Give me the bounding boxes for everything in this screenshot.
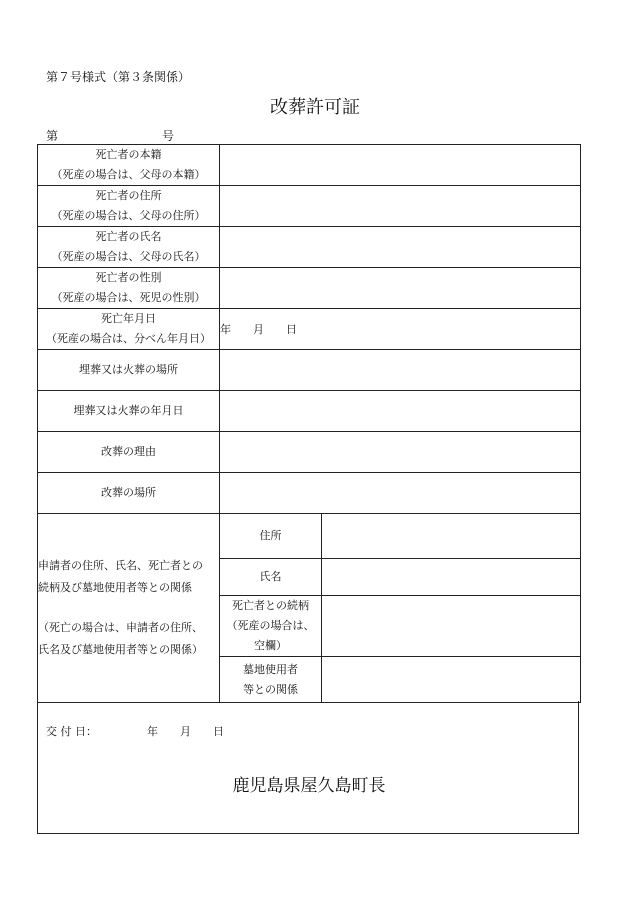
address-field[interactable] xyxy=(220,186,581,227)
label-line: 死亡者との続柄 xyxy=(232,599,309,612)
label-burial-place: 埋葬又は火葬の場所 xyxy=(38,350,220,391)
issuer-name: 鹿児島県屋久島町長 xyxy=(232,776,386,796)
label-line: 続柄及び墓地使用者等との関係 xyxy=(38,581,192,594)
label-line: （死産の場合は、父母の本籍） xyxy=(51,168,206,181)
label-applicant-address: 住所 xyxy=(220,514,322,559)
table-row xyxy=(38,514,581,559)
number-suffix: 号 xyxy=(162,129,175,143)
sex-field[interactable] xyxy=(220,268,581,309)
table-row xyxy=(38,186,581,227)
form-number: 第７号様式（第３条関係） xyxy=(46,70,191,84)
table-row xyxy=(38,473,581,514)
label-line: （死産の場合は、 xyxy=(226,619,315,632)
label-relation xyxy=(220,596,322,657)
label-applicant-name: 氏名 xyxy=(220,559,322,596)
reburial-place-field[interactable] xyxy=(220,473,581,514)
label-line: （死産の場合は、父母の住所） xyxy=(51,209,206,222)
applicant-address-field[interactable] xyxy=(322,514,581,559)
table-row xyxy=(38,350,581,391)
label-line: 等との関係 xyxy=(243,682,298,696)
label-death-date xyxy=(38,309,220,350)
applicant-name-field[interactable] xyxy=(322,559,581,596)
issue-month-label: 月 xyxy=(180,725,191,738)
table-row xyxy=(38,391,581,432)
label-line: （死産の場合は、分べん年月日） xyxy=(46,332,211,345)
month-label: 月 xyxy=(253,323,264,336)
table-row xyxy=(38,309,581,350)
label-address xyxy=(38,186,220,227)
label-line: 氏名及び墓地使用者等との関係） xyxy=(38,643,203,656)
label-line: 死亡者の氏名 xyxy=(95,230,162,243)
issue-date-label: 交 付 日： xyxy=(46,725,97,738)
label-line: 死亡者の住所 xyxy=(95,189,162,202)
day-label: 日 xyxy=(286,323,297,336)
name-field[interactable] xyxy=(220,227,581,268)
label-line xyxy=(38,599,219,617)
issue-date-line xyxy=(46,723,224,739)
label-line: 申請者の住所、氏名、死亡者との xyxy=(38,559,203,572)
reburial-reason-field[interactable] xyxy=(220,432,581,473)
death-date-field[interactable] xyxy=(220,309,581,350)
label-reburial-place: 改葬の場所 xyxy=(38,473,220,514)
label-line: 空欄） xyxy=(254,639,287,652)
burial-date-field[interactable] xyxy=(220,391,581,432)
table-row xyxy=(38,432,581,473)
label-reburial-reason: 改葬の理由 xyxy=(38,432,220,473)
label-line: 死亡年月日 xyxy=(101,312,156,325)
label-burial-date: 埋葬又は火葬の年月日 xyxy=(38,391,220,432)
issue-year-label: 年 xyxy=(147,725,158,738)
label-line: 死亡者の性別 xyxy=(95,271,162,284)
relation-field[interactable] xyxy=(322,596,581,657)
table-row xyxy=(38,145,581,186)
cemetery-relation-field[interactable] xyxy=(322,657,581,703)
issue-section xyxy=(37,701,579,834)
issue-day-label: 日 xyxy=(213,725,224,738)
year-label: 年 xyxy=(220,323,231,336)
table-row xyxy=(38,268,581,309)
label-applicant xyxy=(38,514,220,703)
label-line: （死亡の場合は、申請者の住所、 xyxy=(38,621,203,634)
domicile-field[interactable] xyxy=(220,145,581,186)
table-row xyxy=(38,227,581,268)
label-line: 墓地使用者 xyxy=(243,662,298,676)
label-domicile xyxy=(38,145,220,186)
label-line: （死産の場合は、死児の性別） xyxy=(51,291,206,304)
label-line: （死産の場合は、父母の氏名） xyxy=(51,250,206,263)
permit-table xyxy=(37,144,581,703)
label-line: 死亡者の本籍 xyxy=(95,148,162,161)
label-cemetery-relation xyxy=(220,657,322,703)
label-sex xyxy=(38,268,220,309)
label-name xyxy=(38,227,220,268)
burial-place-field[interactable] xyxy=(220,350,581,391)
number-prefix: 第 xyxy=(46,129,59,143)
page-title: 改葬許可証 xyxy=(270,97,360,118)
